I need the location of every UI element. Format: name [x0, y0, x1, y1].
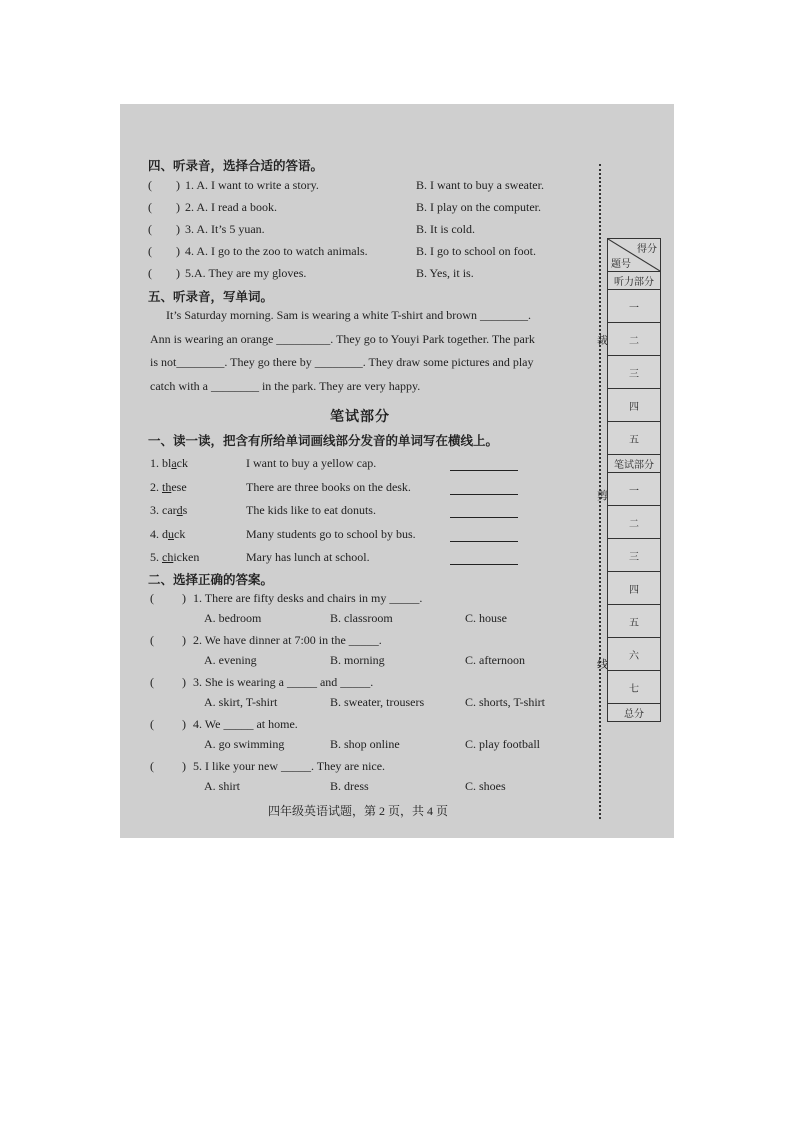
option-a: 3. A. It’s 5 yuan.: [185, 222, 265, 236]
option-b: B. I go to school on foot.: [416, 244, 536, 258]
phonics-word: [150, 480, 187, 495]
word-underlined-part: ch: [162, 550, 174, 564]
sentence: The kids like to eat donuts.: [246, 503, 376, 517]
option-a: A. bedroom: [204, 611, 262, 625]
score-row: 七: [608, 671, 660, 704]
word-number: 5.: [150, 550, 159, 564]
option-a: A. go swimming: [204, 737, 285, 751]
option-c: C. house: [465, 611, 507, 625]
word-underlined-part: a: [171, 456, 177, 470]
page-footer: 四年级英语试题，第 2 页，共 4 页: [268, 804, 449, 818]
answer-paren-open: (: [148, 178, 152, 192]
option-a: A. evening: [204, 653, 257, 667]
phonics-word: [150, 456, 188, 471]
answer-paren-open: (: [148, 222, 152, 236]
score-row: 四: [608, 572, 660, 605]
answer-paren[interactable]: (: [150, 633, 154, 647]
option-c: C. shorts, T-shirt: [465, 695, 546, 709]
score-row: 总分: [608, 704, 660, 722]
score-row: 三: [608, 356, 660, 389]
word-suffix: ck: [174, 526, 186, 541]
score-row: 三: [608, 539, 660, 572]
answer-paren-close[interactable]: ): [176, 244, 180, 258]
answer-paren[interactable]: (: [150, 717, 154, 731]
option-c: C. shoes: [465, 779, 506, 793]
word-suffix: s: [182, 503, 188, 517]
option-b: B. morning: [330, 653, 385, 667]
option-a: 4. A. I go to the zoo to watch animals.: [185, 244, 368, 258]
answer-blank[interactable]: [450, 529, 518, 547]
word-underlined-part: d: [176, 503, 183, 517]
word-number: 4.: [150, 526, 159, 541]
question: 4. We _____ at home.: [193, 717, 298, 731]
word-number: 2.: [150, 479, 159, 494]
option-b: B. I want to buy a sweater.: [416, 178, 544, 192]
answer-paren[interactable]: (: [150, 675, 154, 689]
answer-blank[interactable]: [450, 458, 518, 476]
sentence: There are three books on the desk.: [246, 479, 411, 494]
question: 5. I like your new _____. They are nice.: [193, 759, 386, 773]
score-row: 笔试部分: [608, 455, 660, 473]
phonics-word: [150, 527, 185, 542]
answer-paren-close[interactable]: ): [176, 200, 180, 214]
score-row: 听力部分: [608, 272, 660, 290]
answer-blank[interactable]: [450, 482, 518, 500]
sentence: I want to buy a yellow cap.: [246, 456, 377, 470]
word-number: 3.: [150, 503, 159, 517]
score-table: [607, 238, 661, 722]
word-underlined-part: th: [162, 479, 172, 494]
cut-label-2: 剪: [597, 490, 608, 502]
answer-paren-close: ): [182, 717, 186, 731]
option-c: C. play football: [465, 737, 540, 751]
option-b: B. classroom: [330, 611, 393, 625]
cut-label-1: 裁: [597, 335, 608, 347]
answer-paren-open: (: [148, 200, 152, 214]
answer-paren[interactable]: (: [150, 591, 154, 605]
option-a: 1. A. I want to write a story.: [185, 178, 319, 192]
option-b: B. sweater, trousers: [330, 695, 425, 709]
option-c: C. afternoon: [465, 653, 525, 667]
option-b: B. shop online: [330, 737, 400, 751]
question: 1. There are fifty desks and chairs in my _____.: [193, 591, 423, 605]
answer-paren-close: ): [182, 591, 186, 605]
section4-title: 四、听录音，选择合适的答语。: [148, 159, 324, 173]
question: 3. She is wearing a _____ and _____.: [193, 675, 374, 689]
option-a: 5.A. They are my gloves.: [185, 266, 307, 280]
sentence: Many students go to school by bus.: [246, 526, 416, 541]
option-a: A. skirt, T-shirt: [204, 695, 278, 709]
answer-paren-close[interactable]: ): [176, 222, 180, 236]
answer-paren-close[interactable]: ): [176, 178, 180, 192]
answer-blank[interactable]: [450, 505, 518, 523]
score-row: 五: [608, 605, 660, 638]
option-b: B. I play on the computer.: [416, 200, 541, 214]
word-prefix: d: [162, 526, 168, 541]
score-row: 四: [608, 389, 660, 422]
score-row: 二: [608, 323, 660, 356]
answer-paren-open: (: [148, 244, 152, 258]
passage-line: is not________. They go there by ________. They draw some pictures and play: [150, 355, 534, 369]
sentence: Mary has lunch at school.: [246, 550, 370, 564]
score-row: 二: [608, 506, 660, 539]
answer-paren-close[interactable]: ): [176, 266, 180, 280]
answer-blank[interactable]: [450, 552, 518, 570]
word-prefix: bl: [162, 456, 172, 470]
answer-paren[interactable]: (: [150, 759, 154, 773]
w2-title: 二、选择正确的答案。: [148, 573, 274, 587]
word-suffix: ck: [176, 456, 188, 470]
option-b: B. It is cold.: [416, 222, 475, 236]
phonics-word: [150, 503, 187, 518]
passage-line: Ann is wearing an orange _________. They go to Youyi Park together. The park: [150, 331, 535, 346]
option-b: B. dress: [330, 779, 369, 793]
score-row: 一: [608, 290, 660, 323]
word-underlined-part: u: [168, 526, 174, 541]
phonics-word: [150, 550, 199, 565]
word-suffix: icken: [173, 550, 200, 564]
score-table-header: [608, 239, 660, 272]
section5-title: 五、听录音，写单词。: [148, 290, 274, 304]
word-prefix: car: [162, 503, 177, 517]
question: 2. We have dinner at 7:00 in the _____.: [193, 633, 382, 647]
score-row: 一: [608, 473, 660, 506]
option-b: B. Yes, it is.: [416, 266, 474, 280]
option-a: A. shirt: [204, 779, 240, 793]
score-header-bottom: 题号: [611, 259, 631, 270]
score-row: 六: [608, 638, 660, 671]
passage-line: It’s Saturday morning. Sam is wearing a white T-shirt and brown ________.: [166, 308, 531, 322]
answer-paren-close: ): [182, 675, 186, 689]
passage-line: catch with a ________ in the park. They are very happy.: [150, 378, 421, 393]
answer-paren-close: ): [182, 633, 186, 647]
word-number: 1.: [150, 456, 159, 470]
written-part-title: 笔试部分: [330, 410, 390, 425]
answer-paren-open: (: [148, 266, 152, 280]
w1-title: 一、读一读，把含有所给单词画线部分发音的单词写在横线上。: [148, 434, 499, 448]
word-suffix: ese: [171, 479, 187, 494]
score-header-top: 得分: [637, 244, 657, 255]
scanned-exam-page: [120, 104, 674, 838]
score-row: 五: [608, 422, 660, 455]
cut-label-3: 线: [597, 659, 608, 671]
option-a: 2. A. I read a book.: [185, 200, 277, 214]
answer-paren-close: ): [182, 759, 186, 773]
